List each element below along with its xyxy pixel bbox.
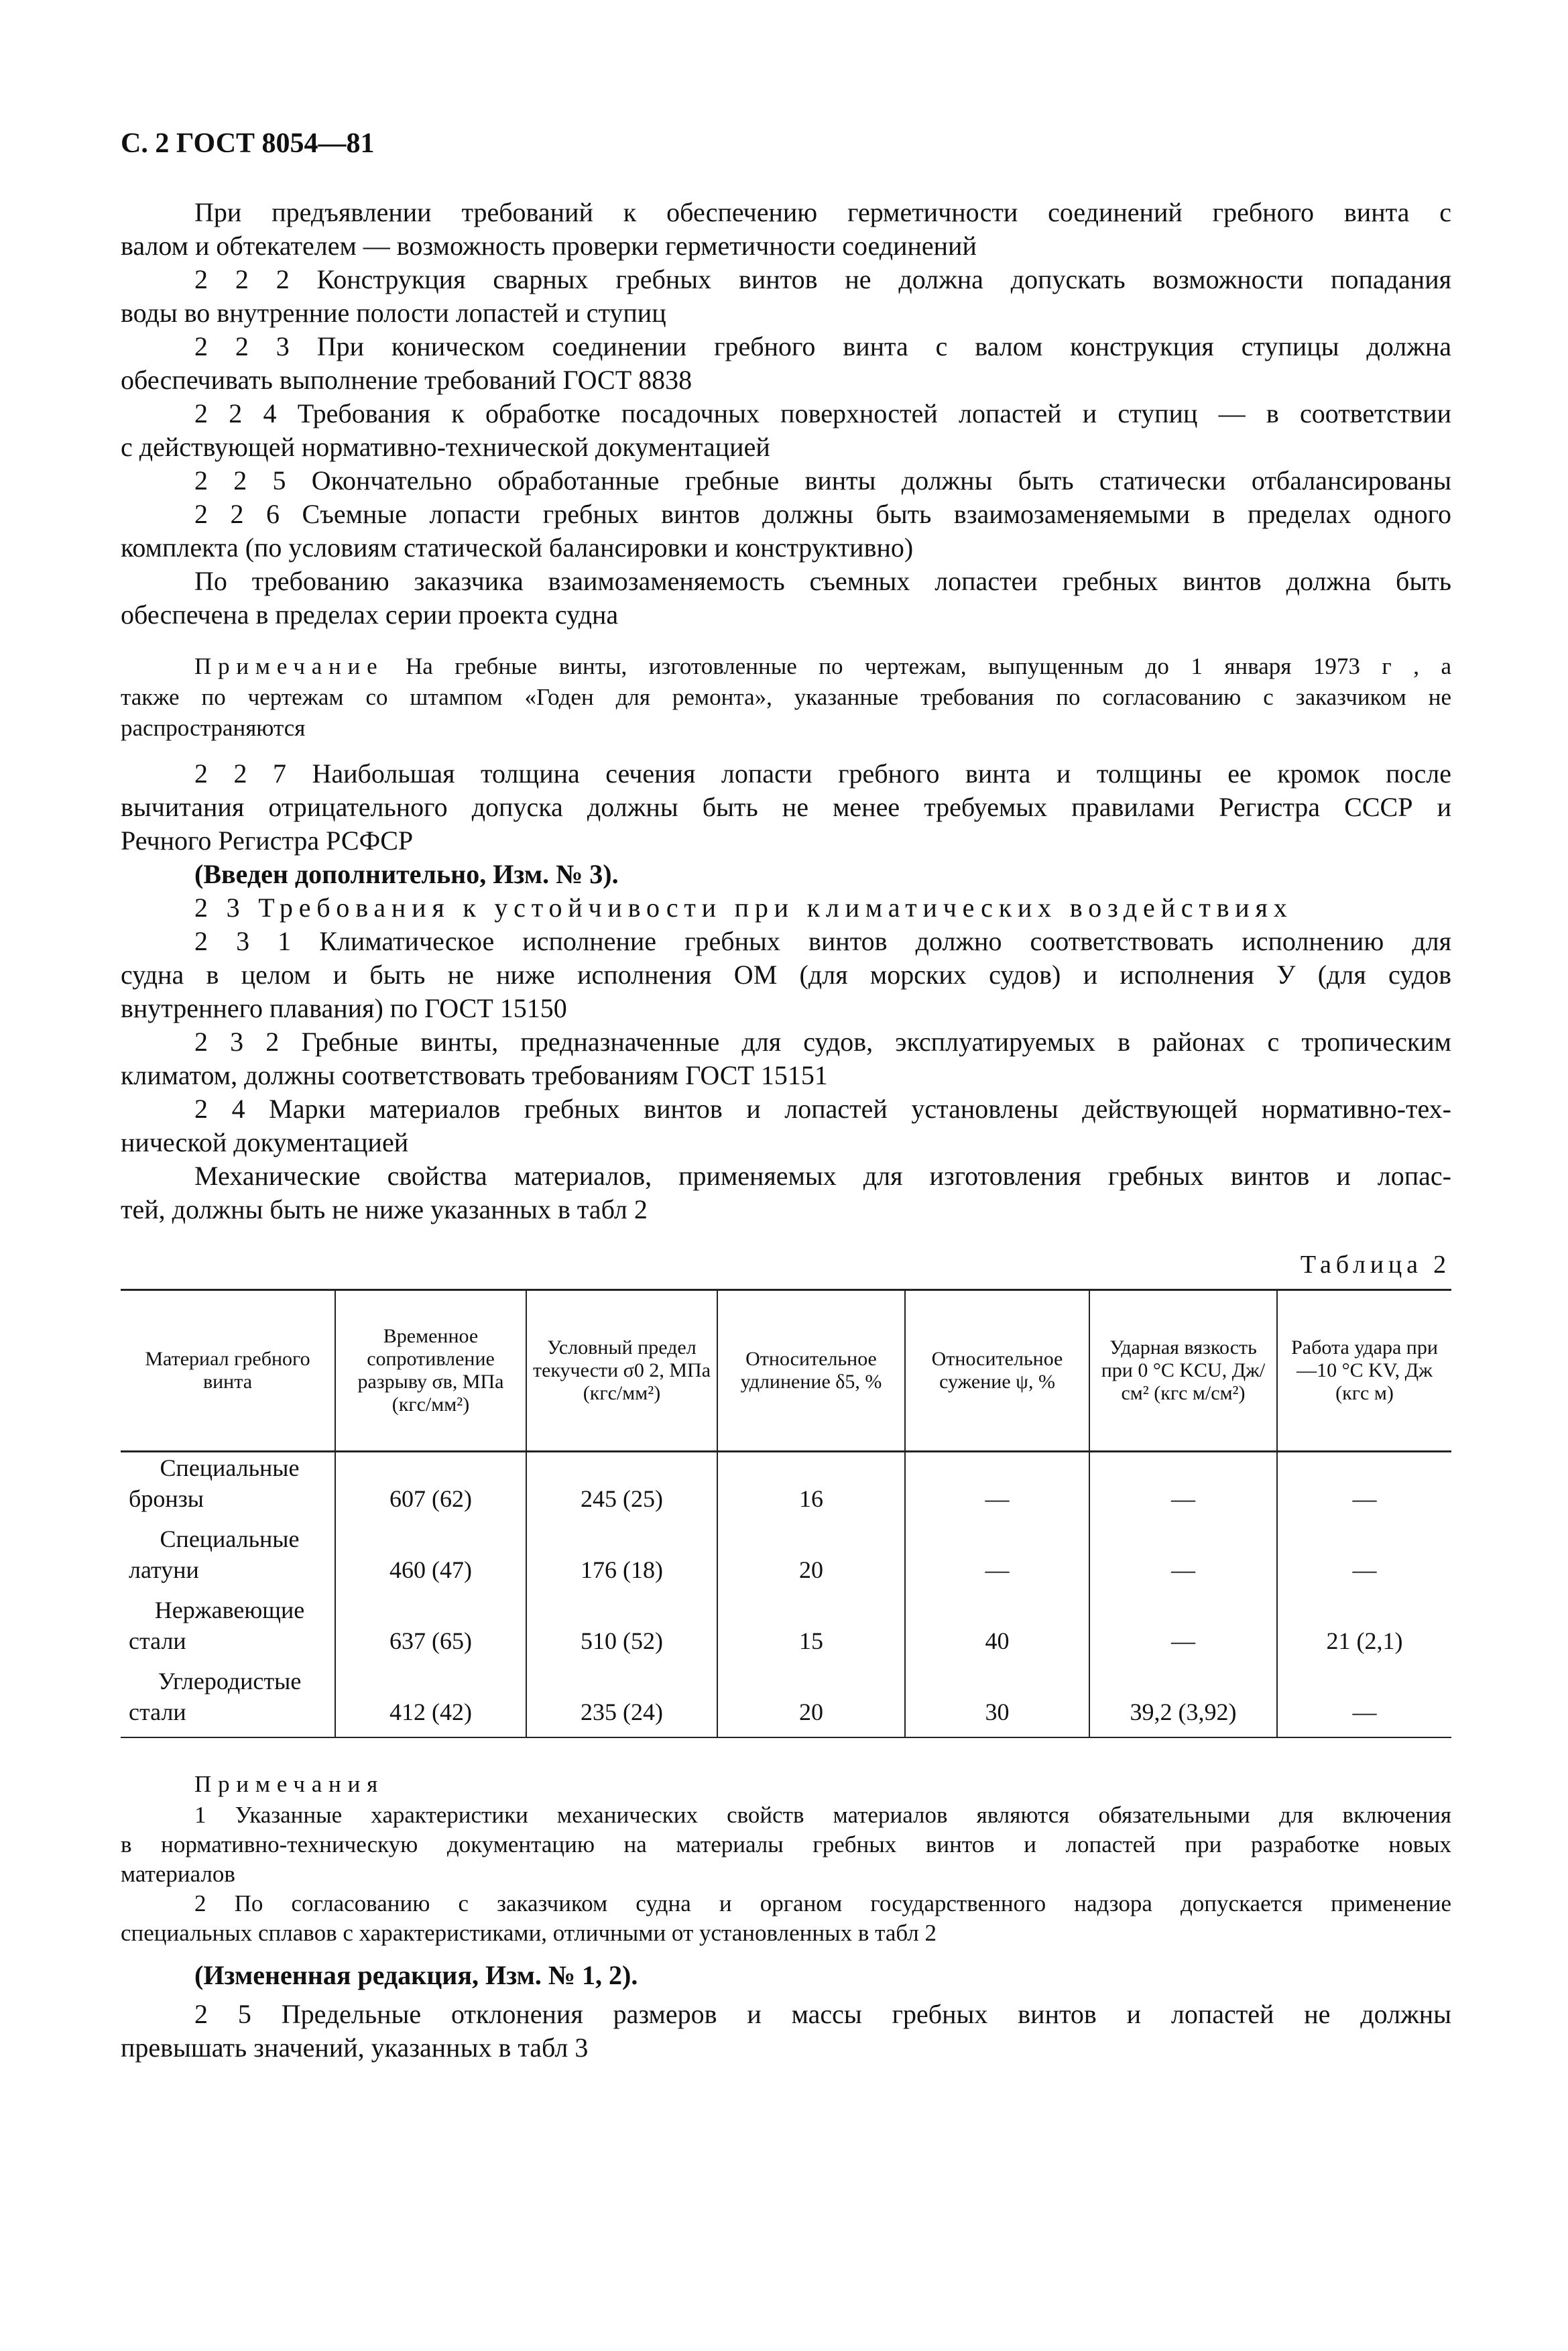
- material-name: Специальные: [160, 1454, 300, 1481]
- text-line: нической документацией: [121, 1127, 409, 1157]
- note-line: в нормативно-техническую документацию на материалы гребных винтов и лопастей при разработке новых: [121, 1831, 1451, 1857]
- table-cell: —: [1089, 1524, 1277, 1595]
- text-line: судна в целом и быть не ниже исполнения ОМ (для морских судов) и исполнения У (для судов: [121, 960, 1451, 990]
- material-name: Нержавеющие: [154, 1597, 305, 1623]
- clause-2-2-2: 2 2 2 Конструкция сварных гребных винтов не должна допускать возможности попадания: [194, 264, 1451, 294]
- note-line: 2 По согласованию с заказчиком судна и органом государственного надзора допускается применение: [194, 1890, 1451, 1916]
- clause-2-4: 2 4 Марки материалов гребных винтов и лопастей установлены действующей нормативно-тех-: [194, 1094, 1451, 1124]
- table-cell: —: [1089, 1452, 1277, 1524]
- text-line: превышать значений, указанных в табл 3: [121, 2032, 589, 2063]
- text-line: При предъявлении требований к обеспечению герметичности соединений гребного винта с: [194, 197, 1451, 227]
- column-header: Материал гребного винта: [121, 1290, 335, 1452]
- table-cell: 39,2 (3,92): [1089, 1666, 1277, 1737]
- material-name: латуни: [129, 1556, 199, 1583]
- material-name: стали: [129, 1627, 186, 1654]
- table-row: [121, 1524, 1451, 1595]
- note-line: распространяются: [121, 715, 306, 741]
- amendment-note: (Введен дополнительно, Изм. № 3).: [194, 859, 619, 889]
- column-header: Работа удара при —10 °С KV, Дж (кгс м): [1277, 1290, 1451, 1452]
- material-name: бронзы: [129, 1485, 204, 1512]
- table-cell: 412 (42): [335, 1666, 526, 1737]
- table-cell: 637 (65): [335, 1595, 526, 1666]
- column-header: Относительное сужение ψ, %: [905, 1290, 1089, 1452]
- table-2: [121, 1289, 1451, 1738]
- table-cell: 16: [717, 1452, 905, 1524]
- clause-2-3-2: 2 3 2 Гребные винты, предназначенные для судов, эксплуатируемых в районах с тропическим: [194, 1027, 1451, 1057]
- clause-2-2-5: 2 2 5 Окончательно обработанные гребные винты должны быть статически отбалансированы: [194, 465, 1451, 496]
- table-cell: —: [1089, 1595, 1277, 1666]
- material-cell: [121, 1595, 335, 1666]
- text-line: климатом, должны соответствовать требованиям ГОСТ 15151: [121, 1060, 828, 1090]
- text-line: обеспечивать выполнение требований ГОСТ 8838: [121, 365, 692, 395]
- material-name: стали: [129, 1699, 186, 1725]
- note-line: материалов: [121, 1861, 235, 1887]
- table-cell: 607 (62): [335, 1452, 526, 1524]
- clause-2-2-4: 2 2 4 Требования к обработке посадочных поверхностей лопастей и ступиц — в соответствии: [194, 398, 1451, 428]
- notes-label: Примечания: [194, 1771, 385, 1797]
- text-line: валом и обтекателем — возможность проверки герметичности соединений: [121, 231, 977, 261]
- table-row: [121, 1595, 1451, 1666]
- clause-2-2-7: 2 2 7 Наибольшая толщина сечения лопасти гребного винта и толщины ее кромок после: [194, 758, 1451, 789]
- section-heading: 2 3 Требования к устойчивости при климатических воздействиях: [194, 893, 1293, 923]
- page-header: С. 2 ГОСТ 8054—81: [121, 128, 375, 159]
- table-cell: 40: [905, 1595, 1089, 1666]
- material-cell: [121, 1524, 335, 1595]
- table-cell: 15: [717, 1595, 905, 1666]
- table-cell: 30: [905, 1666, 1089, 1737]
- clause-2-5: 2 5 Предельные отклонения размеров и массы гребных винтов и лопастей не должны: [194, 1999, 1451, 2029]
- table-row: [121, 1666, 1451, 1737]
- table-title: Таблица 2: [1300, 1251, 1451, 1279]
- material-cell: [121, 1666, 335, 1737]
- text-line: внутреннего плавания) по ГОСТ 15150: [121, 993, 567, 1023]
- material-cell: [121, 1452, 335, 1524]
- table-cell: 245 (25): [526, 1452, 717, 1524]
- table-cell: 235 (24): [526, 1666, 717, 1737]
- table-row: [121, 1452, 1451, 1524]
- table-cell: —: [1277, 1524, 1451, 1595]
- table-cell: —: [1277, 1666, 1451, 1737]
- column-header: Ударная вязкость при 0 °С KCU, Дж/см² (кгс м/см²): [1089, 1290, 1277, 1452]
- table-cell: 20: [717, 1524, 905, 1595]
- note-line: [194, 652, 1451, 681]
- material-name: Углеродистые: [158, 1668, 302, 1695]
- text-line: Механические свойства материалов, применяемых для изготовления гребных винтов и лопас-: [194, 1161, 1451, 1191]
- clause-2-3-1: 2 3 1 Климатическое исполнение гребных винтов должно соответствовать исполнению для: [194, 926, 1451, 956]
- text-line: тей, должны быть не ниже указанных в табл 2: [121, 1194, 648, 1224]
- note-line: 1 Указанные характеристики механических свойств материалов являются обязательными для включения: [194, 1802, 1451, 1828]
- note-text: На гребные винты, изготовленные по чертежам, выпущенным до 1 января 1973 г , а: [405, 653, 1451, 679]
- table-cell: 460 (47): [335, 1524, 526, 1595]
- text-line: Речного Регистра РСФСР: [121, 825, 414, 856]
- text-line: с действующей нормативно-технической документацией: [121, 432, 770, 462]
- clause-2-2-6: 2 2 6 Съемные лопасти гребных винтов должны быть взаимозаменяемыми в пределах одного: [194, 499, 1451, 529]
- table-cell: 510 (52): [526, 1595, 717, 1666]
- table-cell: 176 (18): [526, 1524, 717, 1595]
- text-line: комплекта (по условиям статической балансировки и конструктивно): [121, 532, 914, 563]
- note-line: специальных сплавов с характеристиками, отличными от установленных в табл 2: [121, 1920, 937, 1946]
- table-cell: 21 (2,1): [1277, 1595, 1451, 1666]
- table-cell: 20: [717, 1666, 905, 1737]
- table-cell: —: [905, 1452, 1089, 1524]
- note-line: также по чертежам со штампом «Годен для ремонта», указанные требования по согласованию с заказчиком не: [121, 684, 1451, 710]
- table-cell: —: [905, 1524, 1089, 1595]
- table-header-row: [121, 1290, 1451, 1452]
- text-line: вычитания отрицательного допуска должны быть не менее требуемых правилами Регистра СССР и: [121, 792, 1451, 822]
- clause-2-2-3: 2 2 3 При коническом соединении гребного винта с валом конструкция ступицы должна: [194, 331, 1451, 361]
- table-cell: —: [1277, 1452, 1451, 1524]
- material-name: Специальные: [160, 1526, 300, 1552]
- note-label: Примечание: [194, 653, 384, 679]
- amendment-note: (Измененная редакция, Изм. № 1, 2).: [194, 1960, 638, 1990]
- column-header: Относительное удлинение δ5, %: [717, 1290, 905, 1452]
- column-header: Условный предел текучести σ0 2, МПа (кгс/мм²): [526, 1290, 717, 1452]
- text-line: воды во внутренние полости лопастей и ступиц: [121, 298, 666, 328]
- text-line: обеспечена в пределах серии проекта судна: [121, 599, 619, 630]
- text-line: По требованию заказчика взаимозаменяемость съемных лопастеи гребных винтов должна быть: [194, 566, 1451, 596]
- column-header: Временное сопротивление разрыву σв, МПа (кгс/мм²): [335, 1290, 526, 1452]
